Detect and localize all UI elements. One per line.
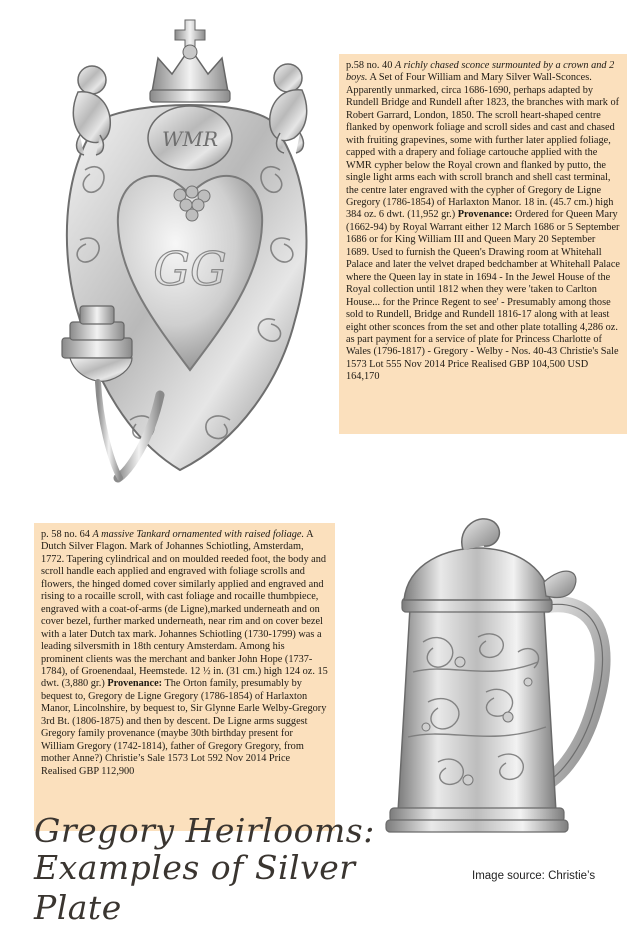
tankard-provenance: The Orton family, presumably by bequest to, Gregory de Ligne Gregory (1786-1854) of Harlaxton Manor, Lincolnshire, by bequest to, Sir Glynne Earle Welby-Gregory 3rd Bt. (1806-1875) and then by descent. De Ligne arms suggest Gregory family provenance (maybe 30th birthday present for William Gregory (1742-1814), father of Gregory Gregory, from mother Anne?) Christie’s Sale 1573 Lot 592 Nov 2014 Price Realised GBP 112,900 [41,678,327,777]
tankard-description: A Dutch Silver Flagon. Mark of Johannes Schiotling, Amsterdam, 1772. Tapering cylindrical and on moulded reeded foot, the body and scroll handle each applied and engraved with foliage scrolls and flowers, the hinged domed cover similarly applied and engraved and rising to a rocaille scroll, with cast foliage and rocaille thumbpiece, engraved with a coat-of-arms (de Ligne),marked underneath and on cover bezel, further marked underneath, near rim and on cover bezel with a later Dutch tax mark. Johannes Schiotling (1730-1799) was a leading silversmith in 18th century Amsterdam. Among his prominent clients was the merchant and banker John Hope (1737-1784), of Groenendaal, Heemstede. 12 ½ in. (31 cm.) high 124 oz. 15 dwt. (3,880 gr.) [41,529,328,690]
title-line-1: Gregory Heirlooms: [34,811,375,850]
image-credit: Image source: Christie’s [472,870,596,882]
tankard-caption-text [41,529,328,778]
tankard-caption-box [34,523,335,831]
sconce-caption-text [346,60,620,384]
article-title [34,812,454,928]
sconce-description: A Set of Four William and Mary Silver Wall-Sconces. Apparently unmarked, circa 1686-1690, perhaps adapted by Rundell Bridge and Rundell after 1823, the branches with mark of Robert Garrard, London, 1850. The scroll heart-shaped centre flanked by openwork foliage and scroll sides and cast and chased with fruiting grapevines, some with further later applied foliage, capped with a drapery and foliage cartouche applied with the WMR cypher below the Royal crown and flanked by putto, the single light arms each with scroll branch and shell cast terminal, the centre later engraved with the cypher of Gregory de Ligne Gregory (1786-1854) of Harlaxton Manor. 18 in. (45.7 cm.) high 384 oz. 6 dwt. (11,952 gr.) [346,72,620,221]
tankard-reference: p. 58 no. 64 [41,529,90,540]
sconce-caption-box [339,54,627,434]
sconce-provenance-label: Provenance: [457,209,513,221]
title-line-2: Examples of Silver Plate [34,848,356,927]
sconce-caption-title: A richly chased sconce surmounted by a crown and 2 boys. [346,60,615,84]
svg-text:WMR: WMR [161,127,219,151]
silver-sconce-image [40,0,340,505]
svg-text:GG: GG [153,242,227,296]
tankard-provenance-label: Provenance: [107,678,163,690]
sconce-reference: p.58 no. 40 [346,60,393,71]
silver-tankard-image [368,512,616,842]
tankard-caption-title: A massive Tankard ornamented with raised foliage. [92,529,305,540]
sconce-provenance: Ordered for Queen Mary (1662-94) by Royal Warrant either 12 March 1686 or 5 September 1686 or for King William III and Queen Mary 20 September 1689. Used to furnish the Queen's Drawing room at Whitehall Palace and later the velvet draped bedchamber at Whitehall Palace where the Queen lay in state in 1694 - In the Jewel House of the Royal collection until 1812 when they were 'taken to Carlton House... for the Prince Regent to see' - Presumably among those sold to Rundell, Bridge and Rundell 1816-17 along with at least eight other sconces from the set and other plate totalling 4,286 oz. as part payment for a service of plate for Princess Charlotte of Wales (1796-1817) - Gregory - Welby - Nos. 40-43 Christie's Sale 1573 Lot 555 Nov 2014 Price Realised GBP 104,500 USD 164,170 [346,209,620,383]
